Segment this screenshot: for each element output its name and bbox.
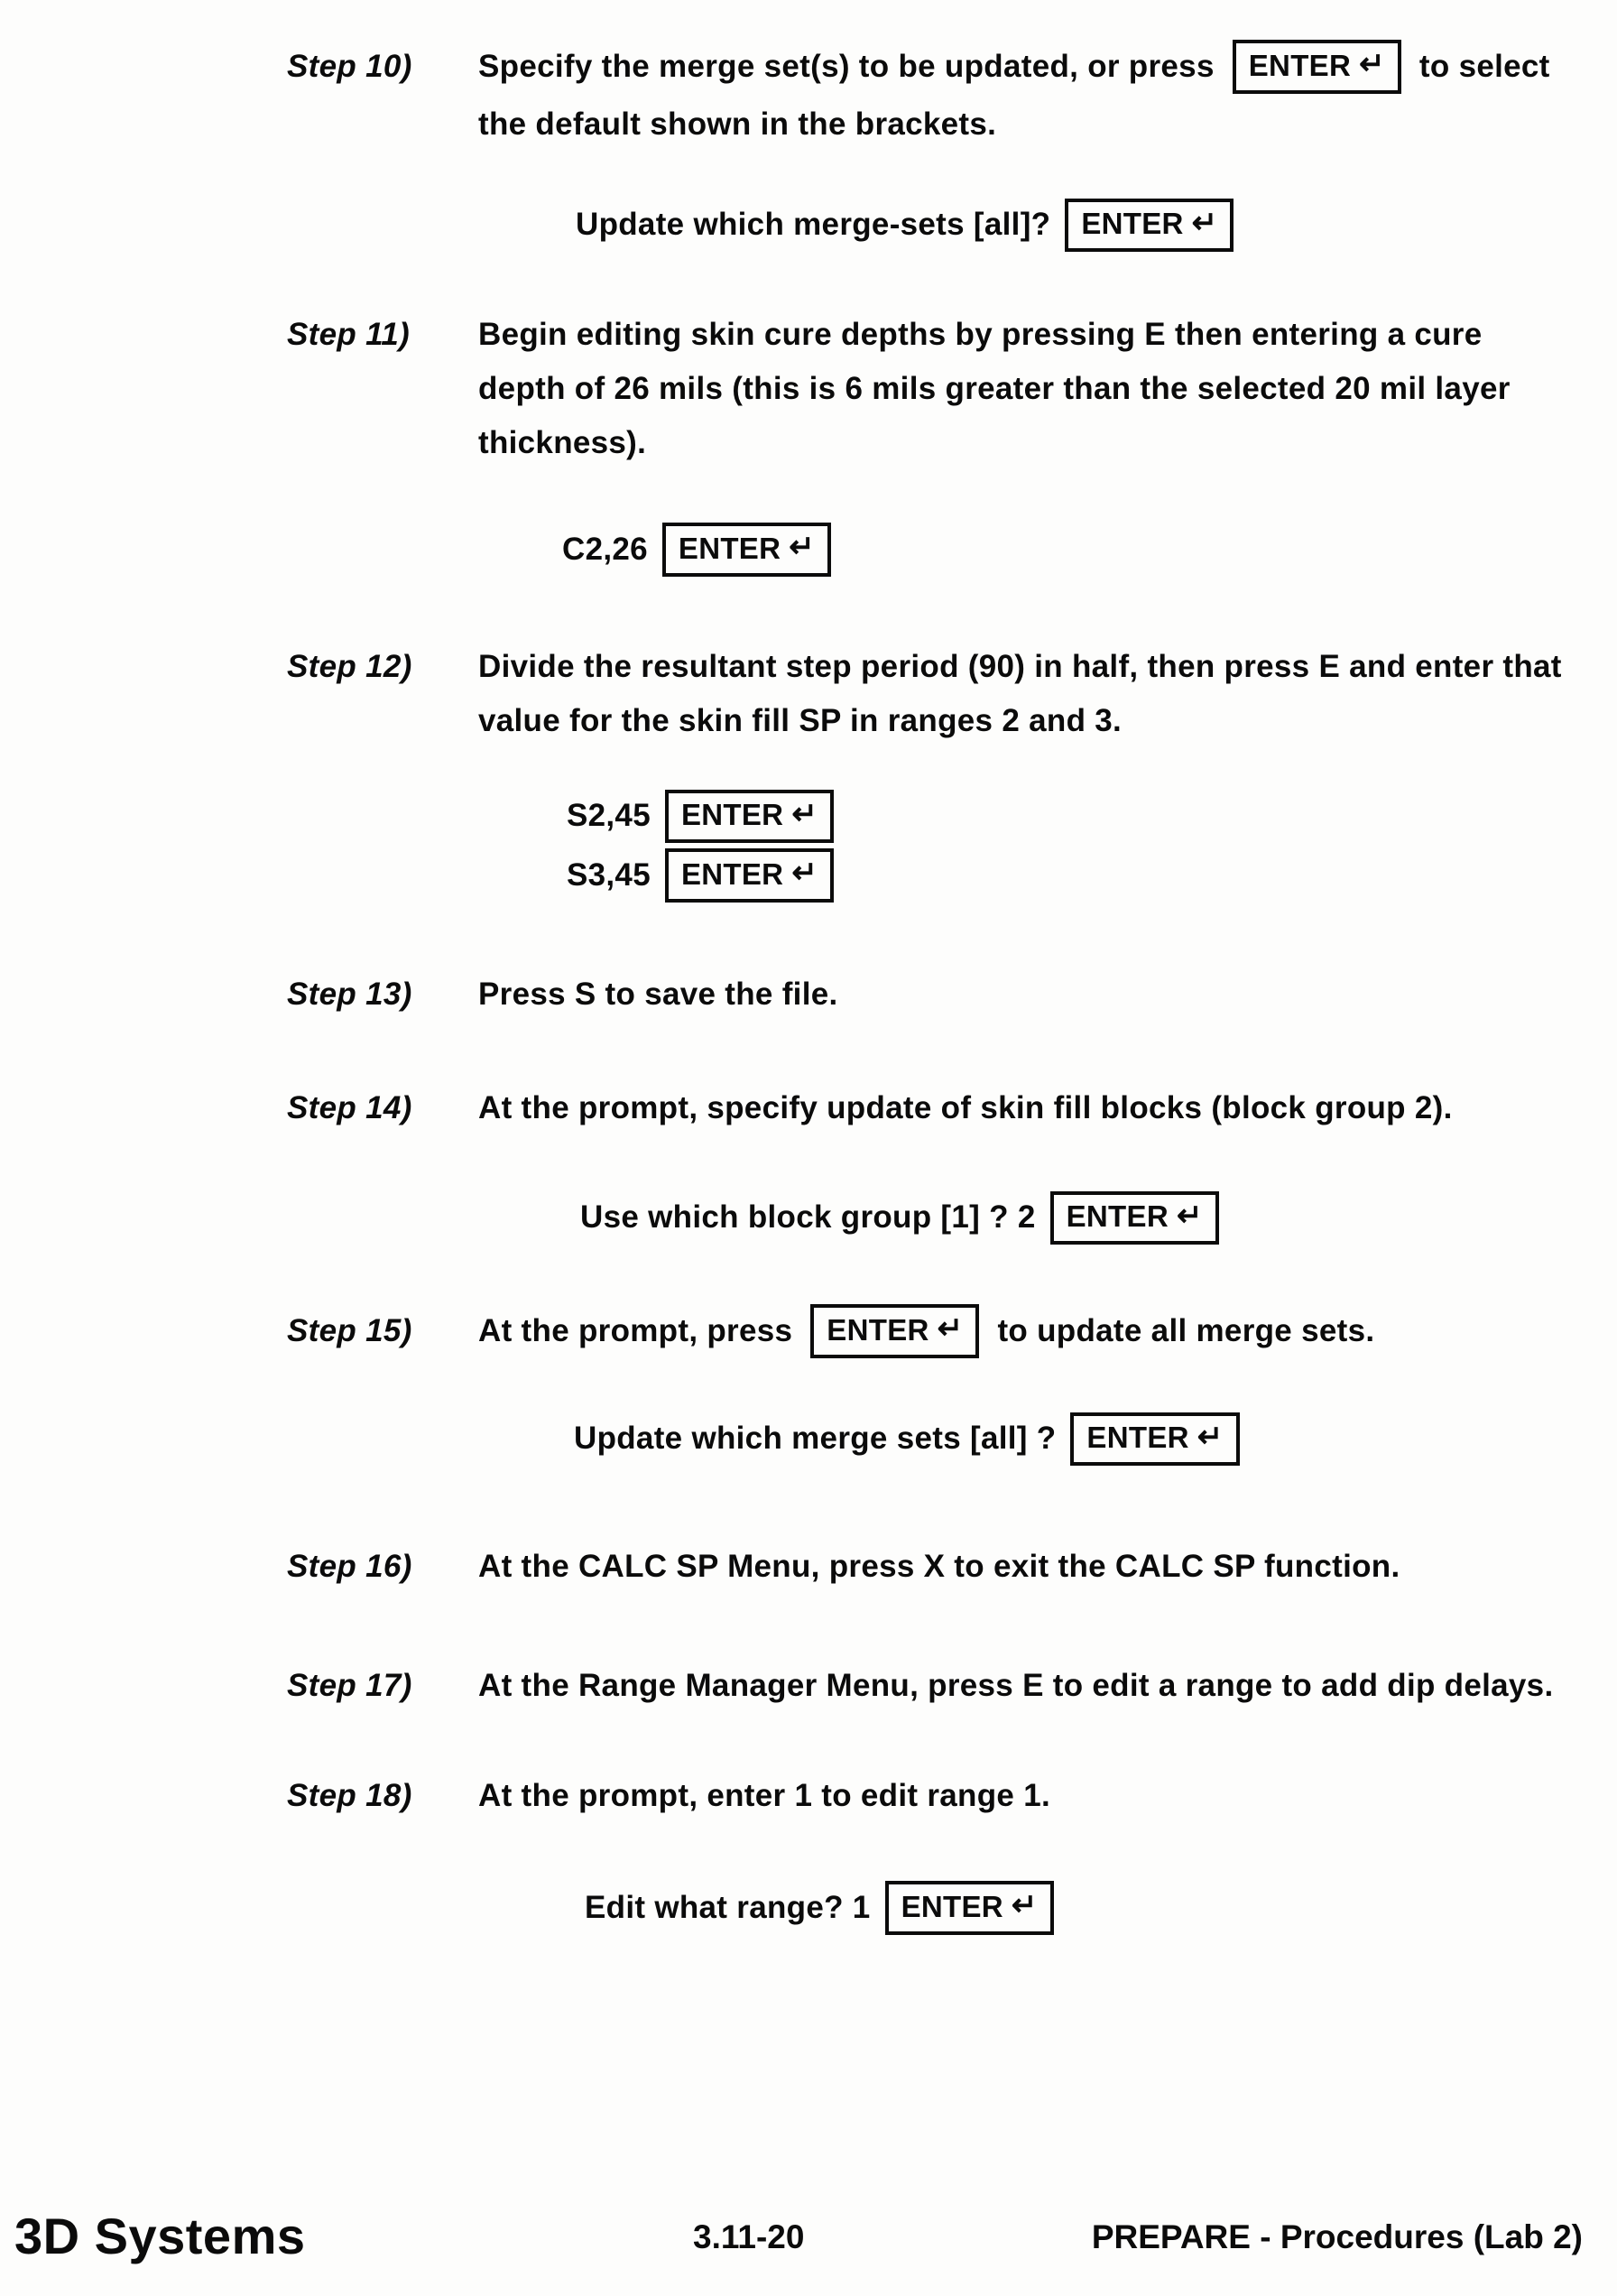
step-18-prompt [585,1881,1581,1935]
step-15-label: Step 15) [287,1313,412,1348]
step-18-label: Step 18) [287,1778,412,1813]
return-arrow-icon: ↵ [1176,1198,1203,1233]
step-10-text-pre: Specify the merge set(s) to be updated, or press [478,49,1215,84]
enter-key [1070,1412,1239,1467]
step-12-label: Step 12) [287,648,412,684]
step-11-command [562,523,1581,577]
step-17-body: At the Range Manager Menu, press E to edit a range to add dip delays. [478,1668,1554,1703]
enter-key-label: ENTER [678,531,781,565]
step-10-prompt [576,199,1581,253]
enter-key [1065,199,1234,253]
step-15-text-pre: At the prompt, press [478,1313,793,1348]
enter-key [885,1881,1054,1935]
return-arrow-icon: ↵ [937,1311,964,1346]
step-12-command-2 [567,848,1581,903]
return-arrow-icon: ↵ [789,530,816,564]
step-13 [287,967,1581,1022]
enter-key [662,523,831,577]
step-10-body [478,40,1570,152]
enter-key-label: ENTER [680,856,784,891]
brand-logo: 3D Systems [14,2208,306,2264]
step-10 [287,40,1581,152]
prompt-text: Use which block group [1] ? 2 [580,1199,1036,1236]
enter-key-label: ENTER [1248,48,1352,82]
step-16-label: Step 16) [287,1549,412,1584]
enter-key [810,1304,979,1358]
step-12 [287,640,1581,748]
step-14-label: Step 14) [287,1089,412,1125]
enter-key-label: ENTER [901,1889,1003,1923]
enter-key [665,848,834,903]
step-14 [287,1081,1581,1135]
return-arrow-icon: ↵ [791,856,818,890]
step-15-body [478,1304,1570,1362]
step-15-prompt [574,1412,1581,1467]
return-arrow-icon: ↵ [1191,205,1218,240]
step-16 [287,1540,1581,1594]
step-10-text-post: to select the default shown in the brackets. [478,49,1550,142]
enter-key-label: ENTER [680,798,784,832]
enter-key [1050,1191,1219,1245]
step-18-body: At the prompt, enter 1 to edit range 1. [478,1778,1050,1813]
step-12-command-1 [567,790,1581,844]
step-17-label: Step 17) [287,1668,412,1703]
page-number: 3.11-20 [693,2218,805,2255]
command-text: C2,26 [562,531,648,567]
return-arrow-icon: ↵ [1359,47,1385,81]
command-text: S3,45 [567,856,651,893]
return-arrow-icon: ↵ [791,796,818,831]
enter-key [665,790,834,844]
return-arrow-icon: ↵ [1011,1888,1038,1922]
step-15-text-post: to update all merge sets. [997,1313,1375,1348]
step-11-body: Begin editing skin cure depths by pressing E then entering a cure depth of 26 mils (this is 6 mils greater than the selected 20 mil layer thickness). [478,317,1511,460]
step-13-body: Press S to save the file. [478,976,838,1012]
enter-key [1233,40,1401,94]
step-13-label: Step 13) [287,976,412,1012]
step-12-body: Divide the resultant step period (90) in half, then press E and enter that value for the skin fill SP in ranges 2 and 3. [478,648,1562,738]
enter-key-label: ENTER [1066,1199,1169,1234]
step-16-body: At the CALC SP Menu, press X to exit the CALC SP function. [478,1549,1400,1584]
footer-title: PREPARE - Procedures (Lab 2) [1091,2218,1583,2255]
prompt-text: Update which merge-sets [all]? [576,207,1051,243]
step-18 [287,1769,1581,1823]
step-10-label: Step 10) [287,49,412,84]
step-14-body: At the prompt, specify update of skin fill blocks (block group 2). [478,1089,1453,1125]
step-11-label: Step 11) [287,317,410,352]
command-text: S2,45 [567,798,651,834]
step-15 [287,1304,1581,1362]
step-14-prompt [580,1191,1581,1245]
prompt-text: Edit what range? 1 [585,1889,871,1925]
step-11 [287,308,1581,470]
enter-key-label: ENTER [1086,1421,1189,1455]
page-footer [0,2193,1617,2265]
step-17 [287,1659,1581,1713]
prompt-text: Update which merge sets [all] ? [574,1421,1057,1457]
return-arrow-icon: ↵ [1197,1419,1224,1454]
enter-key-label: ENTER [1081,207,1184,241]
enter-key-label: ENTER [827,1312,929,1347]
